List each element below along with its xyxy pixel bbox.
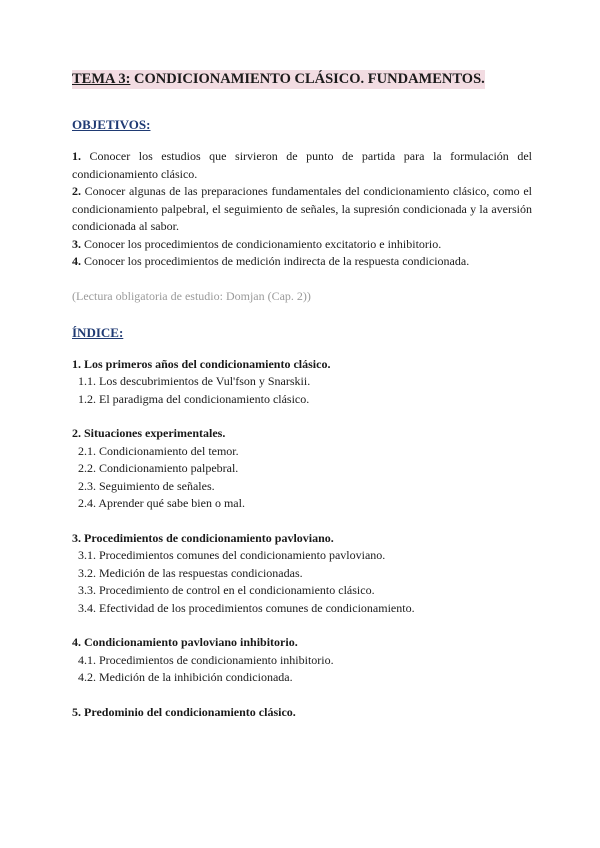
indice-subitem: 2.1. Condicionamiento del temor.: [78, 443, 239, 458]
indice-section: [72, 425, 532, 513]
objetivo-item: [72, 253, 532, 271]
indice-subitem: 1.2. El paradigma del condicionamiento clásico.: [78, 391, 310, 406]
indice-section-title: 4. Condicionamiento pavloviano inhibitorio.: [72, 635, 298, 649]
objetivo-item: [72, 148, 532, 183]
indice-subitem: 3.1. Procedimientos comunes del condicionamiento pavloviano.: [78, 548, 386, 562]
indice-section: [72, 530, 532, 618]
objetivo-text: Conocer los procedimientos de medición indirecta de la respuesta condicionada.: [81, 254, 470, 268]
objetivo-number: 4.: [72, 254, 81, 268]
objetivos-list: [72, 148, 532, 271]
indice-subitem: 2.3. Seguimiento de señales.: [78, 478, 215, 493]
objetivos-heading: OBJETIVOS:: [72, 117, 151, 132]
indice-subitem: 3.3. Procedimiento de control en el condicionamiento clásico.: [78, 583, 375, 597]
objetivo-number: 1.: [72, 149, 81, 163]
indice-section-title: 5. Predominio del condicionamiento clásico.: [72, 704, 296, 719]
indice-section: [72, 356, 532, 409]
indice-section-title: 3. Procedimientos de condicionamiento pavloviano.: [72, 530, 334, 545]
objetivo-text: Conocer algunas de las preparaciones fundamentales del condicionamiento clásico, como el condicionamiento palpebral, el seguimiento de señales, la supresión condicionada y la aversión condicionada al sabor.: [72, 184, 532, 233]
indice-heading: ÍNDICE:: [72, 324, 124, 340]
page-title: [72, 68, 532, 92]
title-highlight: [72, 70, 485, 89]
indice-subitem: 2.2. Condicionamiento palpebral.: [78, 461, 239, 475]
indice-subitem: 3.2. Medición de las respuestas condicionadas.: [78, 565, 303, 580]
indice-section-title: 2. Situaciones experimentales.: [72, 426, 226, 440]
indice-subitem: 2.4. Aprender qué sabe bien o mal.: [78, 496, 245, 510]
indice-list: [72, 356, 532, 722]
indice-section: [72, 704, 532, 722]
indice-subitem: 1.1. Los descubrimientos de Vul'fson y Snarskii.: [78, 374, 311, 388]
indice-section-title: 1. Los primeros años del condicionamiento clásico.: [72, 356, 331, 371]
objetivo-text: Conocer los procedimientos de condicionamiento excitatorio e inhibitorio.: [81, 236, 442, 251]
title-text: CONDICIONAMIENTO CLÁSICO. FUNDAMENTOS.: [130, 71, 485, 87]
indice-section: [72, 634, 532, 687]
lectura-note: (Lectura obligatoria de estudio: Domjan (Cap. 2)): [72, 288, 311, 303]
title-prefix: TEMA 3:: [72, 71, 131, 87]
objetivo-item: [72, 236, 532, 254]
document-page: [72, 68, 532, 738]
objetivo-number: 2.: [72, 184, 81, 198]
indice-subitem: 3.4. Efectividad de los procedimientos comunes de condicionamiento.: [78, 600, 415, 615]
objetivo-number: 3.: [72, 236, 81, 251]
objetivo-text: Conocer los estudios que sirvieron de punto de partida para la formulación del condicionamiento clásico.: [72, 149, 532, 181]
objetivo-item: [72, 183, 532, 236]
indice-subitem: 4.2. Medición de la inhibición condicionada.: [78, 670, 293, 684]
indice-subitem: 4.1. Procedimientos de condicionamiento inhibitorio.: [78, 652, 334, 667]
